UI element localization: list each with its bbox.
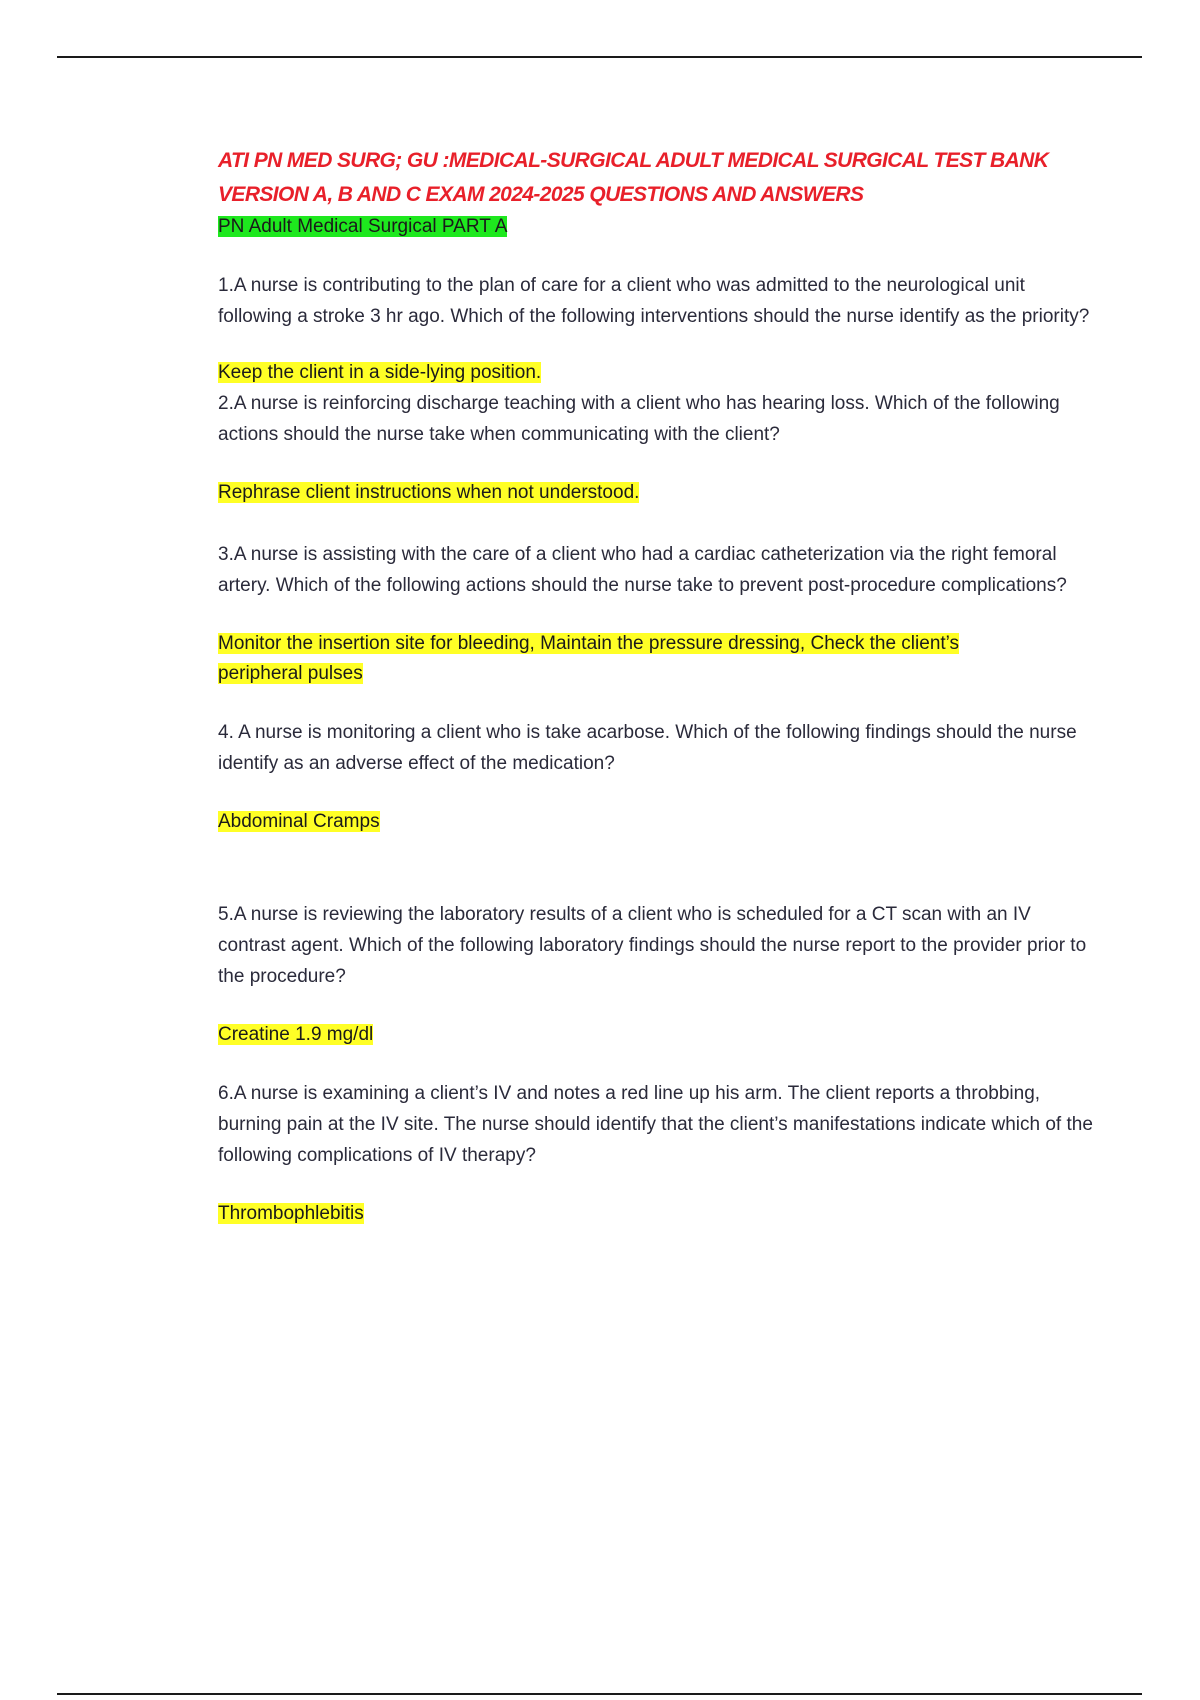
answer-3-highlight-line-2: peripheral pulses — [218, 663, 363, 684]
question-2: 2.A nurse is reinforcing discharge teaching with a client who has hearing loss. Which of the following actions should the nurse take when communicating with the client? — [218, 393, 1060, 445]
header-rule — [57, 56, 1142, 58]
document-subtitle — [218, 212, 1098, 242]
footer-rule — [57, 1693, 1142, 1695]
question-1: 1.A nurse is contributing to the plan of care for a client who was admitted to the neurological unit following a stroke 3 hr ago. Which of the following interventions should the nurse identify as the priority? — [218, 275, 1090, 327]
title-line-2: VERSION A, B AND C EXAM 2024-2025 QUESTIONS AND ANSWERS — [218, 183, 864, 206]
answer-5-highlight: Creatine 1.9 mg/dl — [218, 1024, 374, 1045]
answer-3 — [218, 629, 1098, 689]
answer-1-highlight: Keep the client in a side-lying position. — [218, 362, 542, 383]
question-6: 6.A nurse is examining a client’s IV and notes a red line up his arm. The client reports a throbbing, burning pain at the IV site. The nurse should identify that the client’s manifestations indicate which of the following complications of IV therapy? — [218, 1083, 1093, 1166]
title-line-1: ATI PN MED SURG; GU :MEDICAL-SURGICAL ADULT MEDICAL SURGICAL TEST BANK — [218, 149, 1049, 172]
answer-4-highlight: Abdominal Cramps — [218, 811, 380, 832]
answer-6 — [218, 1199, 1098, 1229]
question-3: 3.A nurse is assisting with the care of a client who had a cardiac catheterization via the right femoral artery. Which of the following actions should the nurse take to prevent post-procedure complications? — [218, 544, 1067, 596]
document-title — [218, 144, 1098, 212]
answer-3-highlight-line-1: Monitor the insertion site for bleeding, Maintain the pressure dressing, Check the client’s — [218, 633, 960, 654]
question-4: 4. A nurse is monitoring a client who is take acarbose. Which of the following findings should the nurse identify as an adverse effect of the medication? — [218, 722, 1077, 774]
document-body — [218, 144, 1098, 1229]
question-5: 5.A nurse is reviewing the laboratory results of a client who is scheduled for a CT scan with an IV contrast agent. Which of the following laboratory findings should the nurse report to the provider prior to the procedure? — [218, 904, 1087, 987]
answer-6-highlight: Thrombophlebitis — [218, 1203, 364, 1224]
answer-5 — [218, 1020, 1098, 1050]
answer-4 — [218, 807, 1098, 837]
subtitle-highlight: PN Adult Medical Surgical PART A — [218, 216, 508, 237]
answer-2-highlight: Rephrase client instructions when not understood. — [218, 482, 640, 503]
answer-1 — [218, 358, 1098, 388]
answer-2 — [218, 478, 1098, 508]
